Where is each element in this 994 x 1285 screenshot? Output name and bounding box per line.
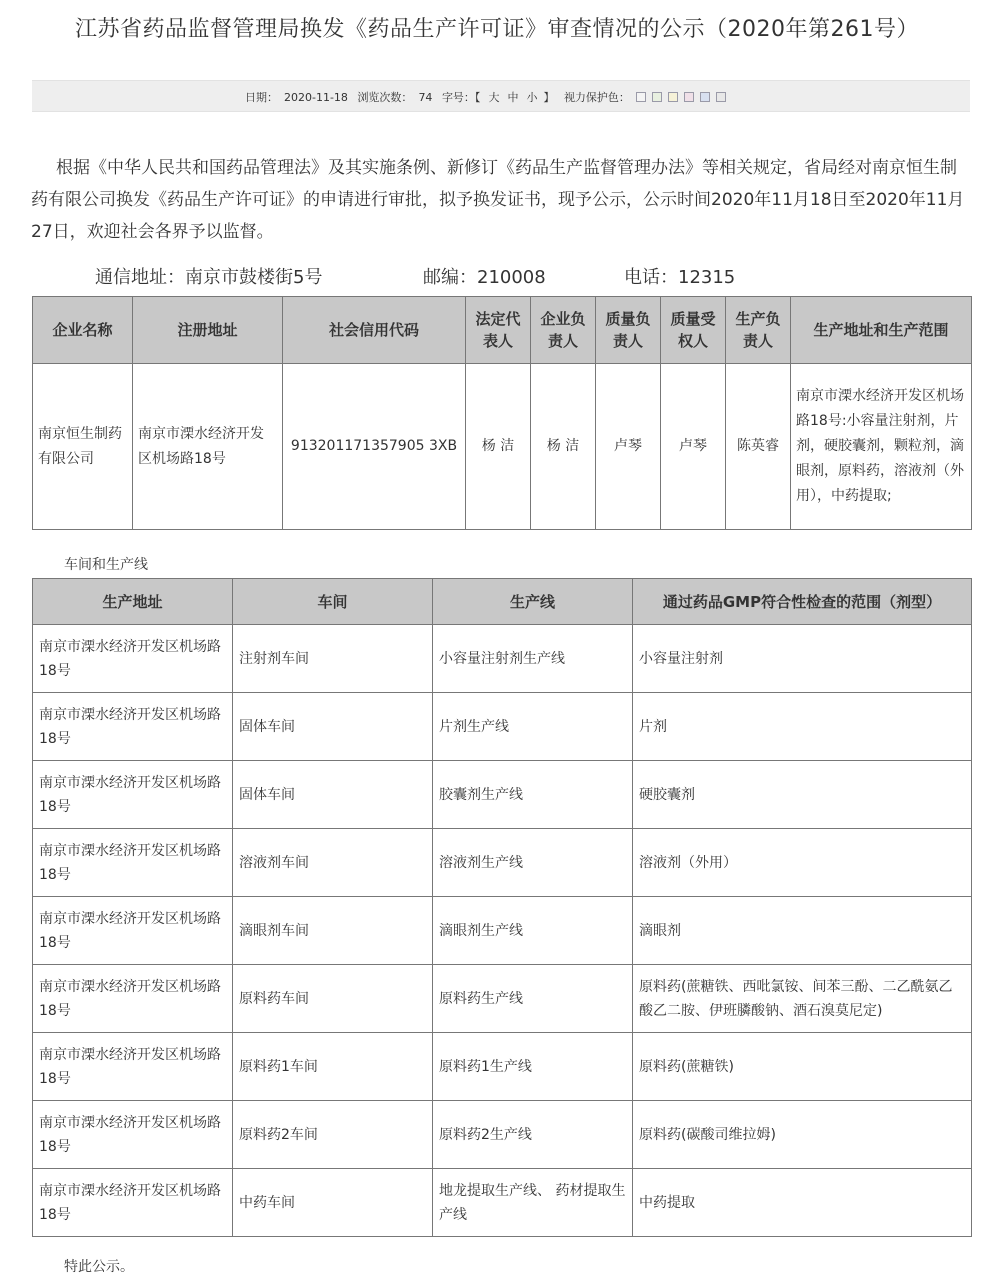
production-line-cell: 原料药1生产线 <box>433 1033 633 1101</box>
gmp-scope-cell: 中药提取 <box>633 1169 972 1237</box>
workshop-cell: 原料药2车间 <box>233 1101 433 1169</box>
production-scope-cell: 南京市溧水经济开发区机场路18号:小容量注射剂，片剂，硬胶囊剂，颗粒剂，滴眼剂，原料药，溶液剂（外用），中药提取; <box>791 364 972 530</box>
gmp-scope-cell: 原料药(蔗糖铁) <box>633 1033 972 1101</box>
meta-info <box>245 89 738 105</box>
workshop-table <box>32 578 972 1237</box>
header-quality-authorized: 质量受权人 <box>661 297 726 364</box>
company-head-cell: 杨 洁 <box>531 364 596 530</box>
vision-color-label: 视力保护色： <box>563 91 630 104</box>
production-line-cell: 溶液剂生产线 <box>433 829 633 897</box>
gmp-scope-cell: 小容量注射剂 <box>633 625 972 693</box>
color-swatch-6[interactable] <box>716 92 726 102</box>
contact-phone: 电话：12315 <box>624 267 736 288</box>
header-workshop: 车间 <box>233 579 433 625</box>
workshop-cell: 滴眼剂车间 <box>233 897 433 965</box>
workshop-cell: 中药车间 <box>233 1169 433 1237</box>
table-row <box>33 693 972 761</box>
workshop-table-body <box>33 625 972 1237</box>
notice-body: 根据《中华人民共和国药品管理法》及其实施条例、新修订《药品生产监督管理办法》等相关规定，省局经对南京恒生制药有限公司换发《药品生产许可证》的申请进行审批，拟予换发证书，现予公示，公示时间2020年11月18日至2020年11月27日，欢迎社会各界予以监督。 <box>31 158 965 242</box>
contact-address: 通信地址：南京市鼓楼街5号 <box>95 267 323 288</box>
closing-text: 特此公示。 <box>64 1259 134 1275</box>
fontsize-medium-link[interactable]: 中 <box>507 91 519 104</box>
header-production-scope: 生产地址和生产范围 <box>791 297 972 364</box>
workshop-cell: 固体车间 <box>233 761 433 829</box>
table-row <box>33 965 972 1033</box>
header-production-head: 生产负责人 <box>726 297 791 364</box>
fontsize-close: 】 <box>543 91 555 104</box>
header-registered-address: 注册地址 <box>133 297 283 364</box>
gmp-scope-cell: 硬胶囊剂 <box>633 761 972 829</box>
quality-authorized-cell: 卢琴 <box>661 364 726 530</box>
production-line-cell: 原料药生产线 <box>433 965 633 1033</box>
color-swatch-1[interactable] <box>636 92 646 102</box>
contact-postcode: 邮编：210008 <box>423 267 546 288</box>
header-production-address: 生产地址 <box>33 579 233 625</box>
production-address-cell: 南京市溧水经济开发区机场路18号 <box>33 1169 233 1237</box>
header-quality-head: 质量负责人 <box>596 297 661 364</box>
view-count: 74 <box>418 91 433 104</box>
article-meta-bar <box>32 80 970 112</box>
workshop-cell: 原料药车间 <box>233 965 433 1033</box>
date-label: 日期： <box>245 91 278 104</box>
color-swatch-4[interactable] <box>684 92 694 102</box>
gmp-scope-cell: 原料药(碳酸司维拉姆) <box>633 1101 972 1169</box>
workshop-cell: 溶液剂车间 <box>233 829 433 897</box>
table-row <box>33 625 972 693</box>
table-row <box>33 829 972 897</box>
table-row <box>33 1101 972 1169</box>
table-row <box>33 897 972 965</box>
header-production-line: 生产线 <box>433 579 633 625</box>
production-address-cell: 南京市溧水经济开发区机场路18号 <box>33 829 233 897</box>
section-label: 车间和生产线 <box>64 557 148 573</box>
company-name-cell: 南京恒生制药有限公司 <box>33 364 133 530</box>
fontsize-small-link[interactable]: 小 <box>526 91 538 104</box>
workshop-cell: 固体车间 <box>233 693 433 761</box>
header-legal-representative: 法定代表人 <box>466 297 531 364</box>
table-row <box>33 1033 972 1101</box>
header-company-head: 企业负责人 <box>531 297 596 364</box>
workshop-cell: 注射剂车间 <box>233 625 433 693</box>
table-row <box>33 761 972 829</box>
color-swatch-3[interactable] <box>668 92 678 102</box>
production-address-cell: 南京市溧水经济开发区机场路18号 <box>33 761 233 829</box>
production-line-cell: 片剂生产线 <box>433 693 633 761</box>
page-title: 江苏省药品监督管理局换发《药品生产许可证》审查情况的公示（2020年第261号） <box>75 17 919 42</box>
enterprise-info-table <box>32 296 972 530</box>
gmp-scope-cell: 原料药(蔗糖铁、西吡氯铵、间苯三酚、二乙酰氨乙酸乙二胺、伊班膦酸钠、酒石溴莫尼定) <box>633 965 972 1033</box>
production-address-cell: 南京市溧水经济开发区机场路18号 <box>33 1033 233 1101</box>
vision-color-swatches <box>636 91 732 104</box>
header-credit-code: 社会信用代码 <box>283 297 466 364</box>
fontsize-large-link[interactable]: 大 <box>488 91 500 104</box>
gmp-scope-cell: 溶液剂（外用） <box>633 829 972 897</box>
production-line-cell: 胶囊剂生产线 <box>433 761 633 829</box>
production-address-cell: 南京市溧水经济开发区机场路18号 <box>33 897 233 965</box>
production-line-cell: 地龙提取生产线、 药材提取生产线 <box>433 1169 633 1237</box>
production-address-cell: 南京市溧水经济开发区机场路18号 <box>33 625 233 693</box>
production-head-cell: 陈英睿 <box>726 364 791 530</box>
header-company-name: 企业名称 <box>33 297 133 364</box>
table-header-row <box>33 579 972 625</box>
gmp-scope-cell: 滴眼剂 <box>633 897 972 965</box>
gmp-scope-cell: 片剂 <box>633 693 972 761</box>
production-address-cell: 南京市溧水经济开发区机场路18号 <box>33 693 233 761</box>
production-line-cell: 滴眼剂生产线 <box>433 897 633 965</box>
table-row <box>33 1169 972 1237</box>
credit-code-cell: 913201171357905 3XB <box>283 364 466 530</box>
publish-date: 2020-11-18 <box>284 91 348 104</box>
quality-head-cell: 卢琴 <box>596 364 661 530</box>
production-line-cell: 小容量注射剂生产线 <box>433 625 633 693</box>
color-swatch-5[interactable] <box>700 92 710 102</box>
color-swatch-2[interactable] <box>652 92 662 102</box>
views-label: 浏览次数： <box>357 91 413 104</box>
production-address-cell: 南京市溧水经济开发区机场路18号 <box>33 965 233 1033</box>
production-address-cell: 南京市溧水经济开发区机场路18号 <box>33 1101 233 1169</box>
fontsize-label: 字号：【 <box>441 91 481 104</box>
workshop-cell: 原料药1车间 <box>233 1033 433 1101</box>
registered-address-cell: 南京市溧水经济开发区机场路18号 <box>133 364 283 530</box>
production-line-cell: 原料药2生产线 <box>433 1101 633 1169</box>
table-header-row <box>33 297 972 364</box>
legal-representative-cell: 杨 洁 <box>466 364 531 530</box>
header-gmp-scope: 通过药品GMP符合性检查的范围（剂型） <box>633 579 972 625</box>
table-row <box>33 364 972 530</box>
